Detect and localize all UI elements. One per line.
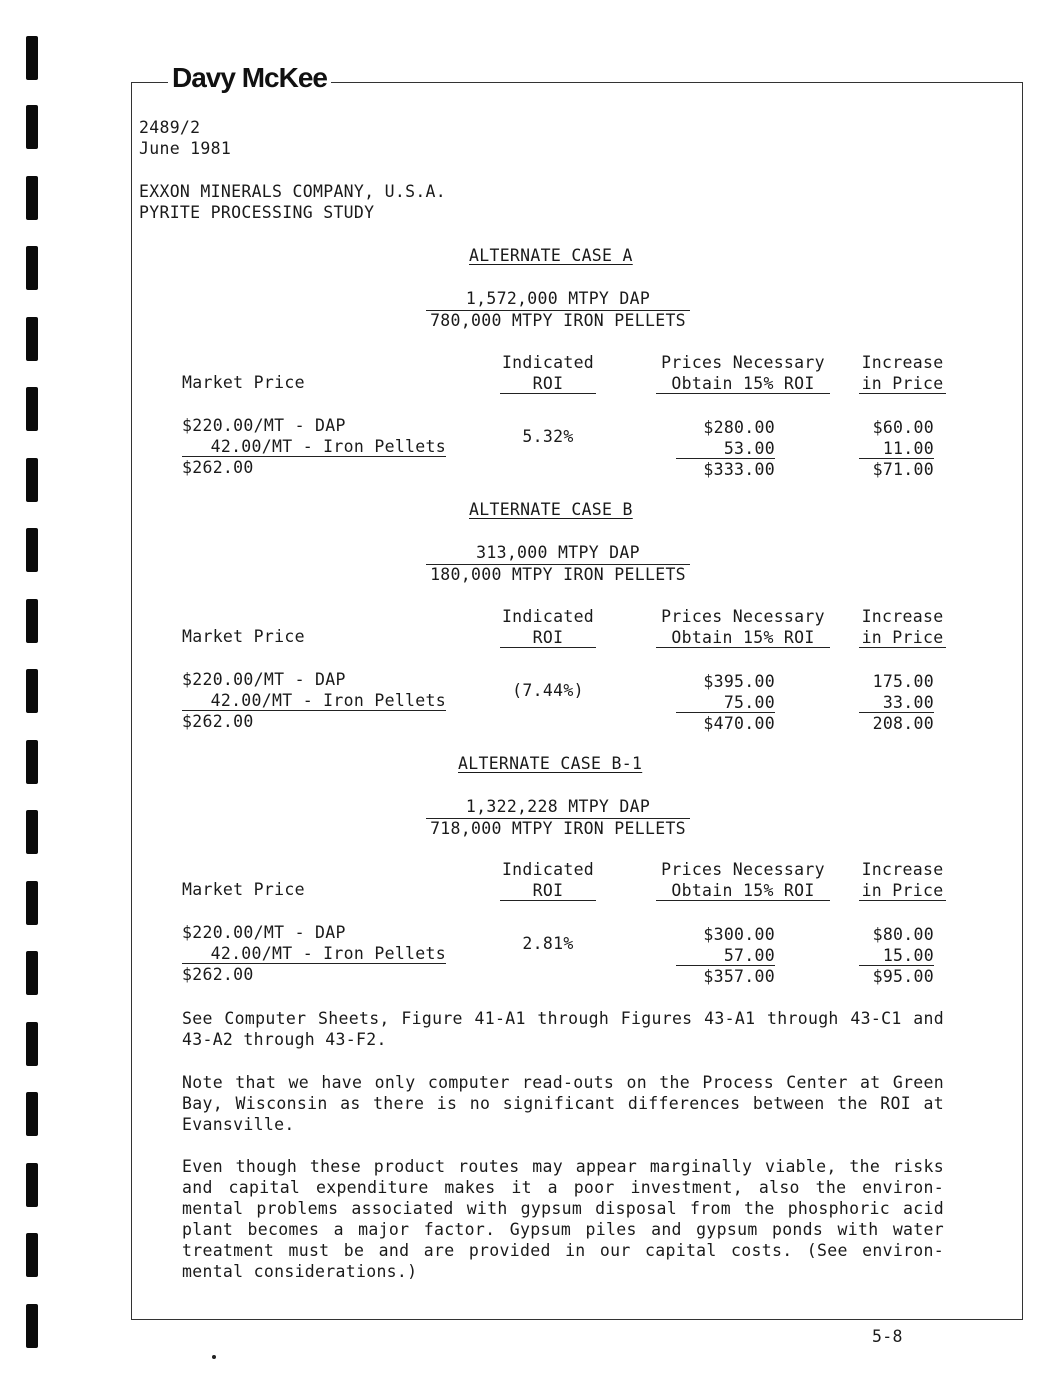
market-dap-price: $220.00/MT - DAP	[182, 670, 346, 689]
increase-pellets: 15.00	[859, 946, 934, 966]
case-dap-capacity: 1,322,228 MTPY DAP	[465, 797, 651, 816]
increase-total: $71.00	[872, 460, 934, 479]
market-dap-price: $220.00/MT - DAP	[182, 923, 346, 942]
market-total-price: $262.00	[182, 458, 254, 477]
market-pellet-price: 42.00/MT - Iron Pellets	[182, 944, 446, 964]
col-prices-header-2: Obtain 15% ROI	[656, 628, 830, 648]
case-title: ALTERNATE CASE B-1	[458, 754, 643, 773]
col-increase-header-1: Increase	[861, 607, 944, 626]
col-increase-header-2: in Price	[859, 374, 946, 394]
col-increase-header-2: in Price	[859, 881, 946, 901]
col-prices-header-2: Obtain 15% ROI	[656, 374, 830, 394]
increase-total: $95.00	[872, 967, 934, 986]
increase-pellets: 33.00	[859, 693, 934, 713]
case-dap-capacity: 313,000 MTPY DAP	[476, 543, 640, 562]
case-title: ALTERNATE CASE A	[469, 246, 633, 265]
price-pellets: 57.00	[676, 946, 775, 966]
col-roi-header-2: ROI	[500, 881, 596, 901]
col-market-header: Market Price	[182, 880, 305, 899]
market-total-price: $262.00	[182, 965, 254, 984]
case-dap-capacity: 1,572,000 MTPY DAP	[465, 289, 651, 308]
col-roi-header-2: ROI	[500, 628, 596, 648]
col-roi-header-2: ROI	[500, 374, 596, 394]
market-pellet-price: 42.00/MT - Iron Pellets	[182, 691, 446, 711]
case-pellet-capacity: 718,000 MTPY IRON PELLETS	[426, 818, 690, 838]
indicated-roi-value: 2.81%	[522, 934, 574, 953]
col-roi-header-1: Indicated	[501, 607, 595, 626]
col-prices-header-2: Obtain 15% ROI	[656, 881, 830, 901]
indicated-roi-value: 5.32%	[522, 427, 574, 446]
increase-dap: $60.00	[872, 418, 934, 437]
paragraph-risk-assessment: Even though these product routes may appear marginally viable, the risks and capital expenditure makes it a poor investment, also the environ- mental problems associated with gypsum disposal from the phosphoric acid plant becomes a major factor. Gypsum piles and gypsum ponds with water treatment must be and are provided in our capital costs. (See environ- mental considerations.)	[182, 1157, 944, 1281]
price-total: $357.00	[703, 967, 775, 986]
market-dap-price: $220.00/MT - DAP	[182, 416, 346, 435]
price-dap: $395.00	[703, 672, 775, 691]
col-roi-header-1: Indicated	[501, 860, 595, 879]
col-roi-header-1: Indicated	[501, 353, 595, 372]
increase-dap: $80.00	[872, 925, 934, 944]
case-pellet-capacity: 780,000 MTPY IRON PELLETS	[426, 310, 690, 330]
price-total: $333.00	[703, 460, 775, 479]
price-pellets: 53.00	[676, 439, 775, 459]
paragraph-computer-sheets: See Computer Sheets, Figure 41-A1 through Figures 43-A1 through 43-C1 and 43-A2 through 43-F2.	[182, 1009, 944, 1049]
increase-total: 208.00	[872, 714, 934, 733]
col-increase-header-1: Increase	[861, 353, 944, 372]
study-title: PYRITE PROCESSING STUDY	[139, 203, 375, 222]
market-pellet-price: 42.00/MT - Iron Pellets	[182, 437, 446, 457]
page-number: 5-8	[872, 1327, 903, 1346]
increase-dap: 175.00	[872, 672, 934, 691]
indicated-roi-value: (7.44%)	[512, 681, 584, 700]
case-pellet-capacity: 180,000 MTPY IRON PELLETS	[426, 564, 690, 584]
paragraph-read-outs-note: Note that we have only computer read-outs on the Process Center at Green Bay, Wisconsin as there is no significant differences between the ROI at Evansville.	[182, 1073, 944, 1134]
market-total-price: $262.00	[182, 712, 254, 731]
scan-speck	[212, 1355, 216, 1359]
col-increase-header-1: Increase	[861, 860, 944, 879]
price-pellets: 75.00	[676, 693, 775, 713]
document-date: June 1981	[139, 139, 232, 158]
col-prices-header-1: Prices Necessary	[661, 353, 825, 372]
price-dap: $300.00	[703, 925, 775, 944]
increase-pellets: 11.00	[859, 439, 934, 459]
price-total: $470.00	[703, 714, 775, 733]
col-prices-header-1: Prices Necessary	[661, 607, 825, 626]
price-dap: $280.00	[703, 418, 775, 437]
col-market-header: Market Price	[182, 627, 305, 646]
reference-number: 2489/2	[139, 118, 201, 137]
client-name: EXXON MINERALS COMPANY, U.S.A.	[139, 182, 447, 201]
col-prices-header-1: Prices Necessary	[661, 860, 825, 879]
col-market-header: Market Price	[182, 373, 305, 392]
col-increase-header-2: in Price	[859, 628, 946, 648]
company-logo: Davy McKee	[168, 62, 331, 94]
case-title: ALTERNATE CASE B	[469, 500, 633, 519]
